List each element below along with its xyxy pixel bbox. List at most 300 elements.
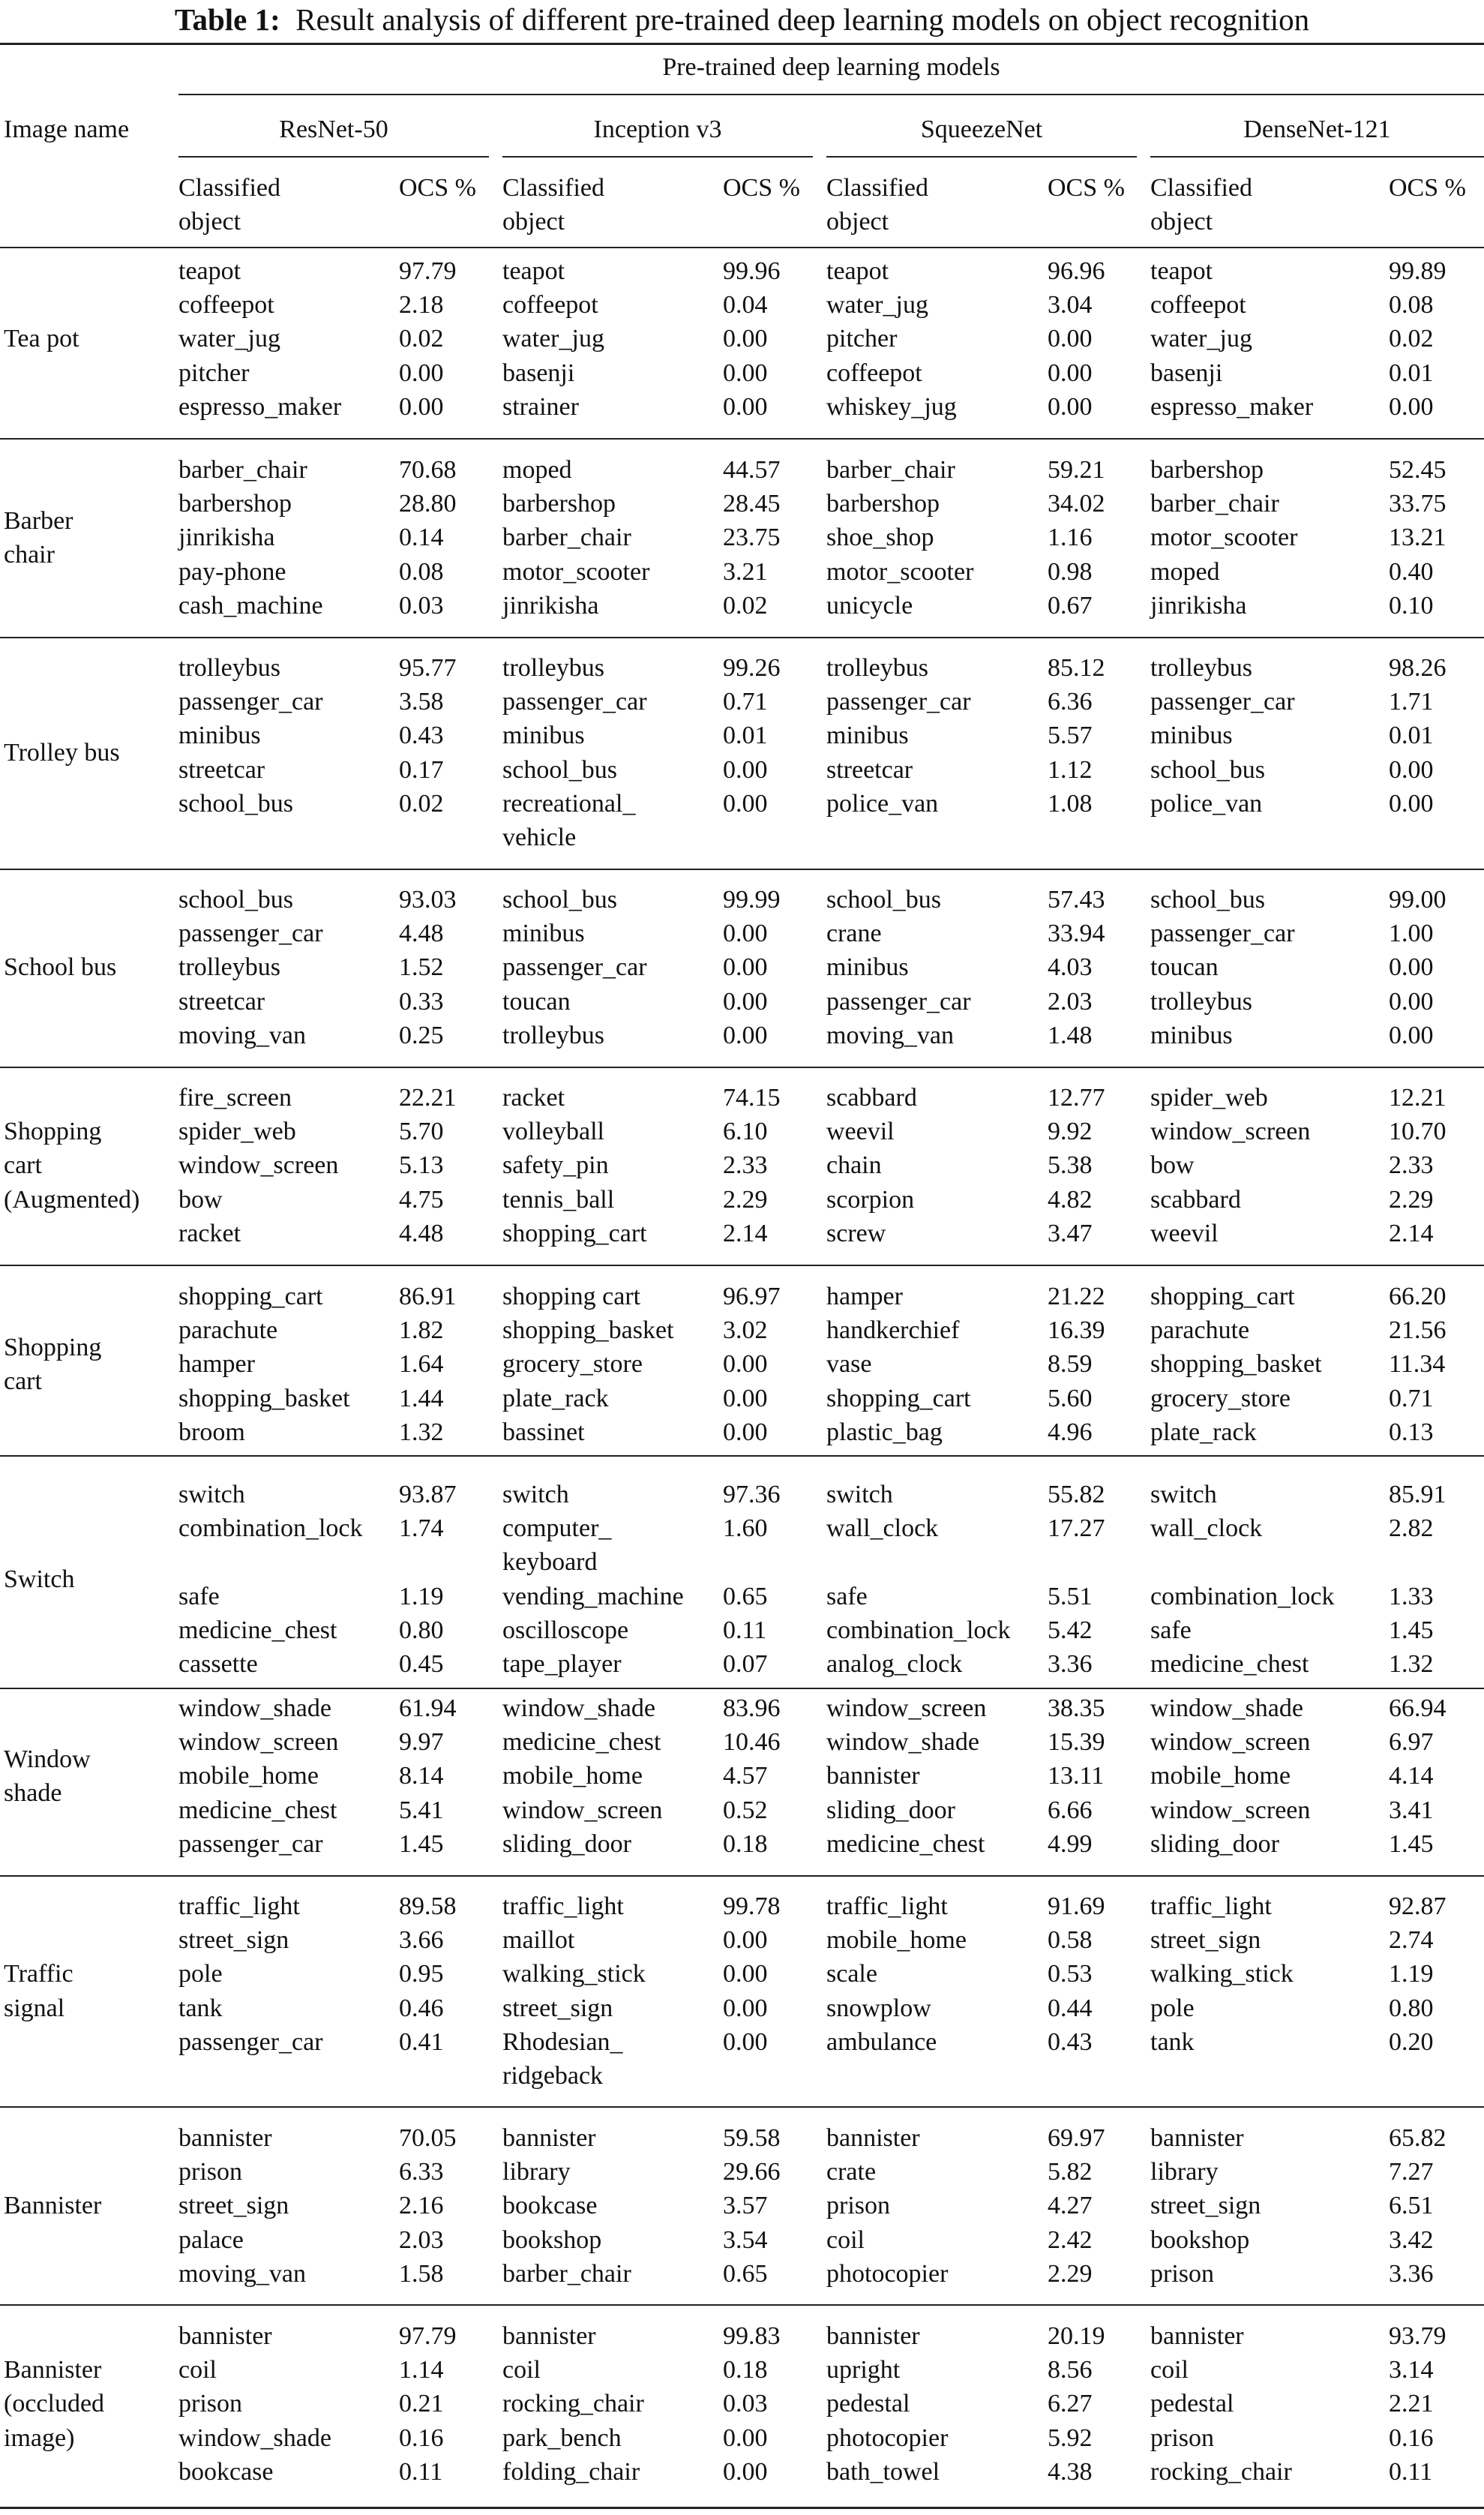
classified-object-cell: street_sign (178, 2192, 289, 2220)
classified-object-cell: shopping_cart (1150, 1283, 1295, 1310)
ocs-value-cell: 85.12 (1048, 654, 1105, 682)
ocs-value-cell: 0.00 (723, 1350, 768, 1379)
classified-object-cell: shopping_basket (1150, 1350, 1322, 1379)
ocs-value-cell: 0.00 (723, 1926, 768, 1955)
classified-object-cell: minibus (826, 953, 909, 982)
classified-object-cell: cassette (178, 1650, 258, 1678)
classified-object-cell: parachute (1150, 1316, 1250, 1345)
ocs-value-cell: 0.11 (1389, 2457, 1433, 2486)
ocs-value-cell: 2.21 (1389, 2390, 1434, 2418)
ocs-value-cell: 0.17 (399, 755, 444, 784)
ocs-value-cell: 4.82 (1048, 1185, 1093, 1214)
group-rule (178, 94, 1484, 95)
ocs-value-cell: 99.00 (1389, 886, 1447, 914)
ocs-value-cell: 2.33 (723, 1151, 768, 1180)
ocs-value-cell: 1.33 (1389, 1582, 1434, 1610)
classified-object-cell: coffeepot (1150, 291, 1246, 320)
classified-object-cell: plate_rack (1150, 1418, 1257, 1446)
classified-object-cell: safe (826, 1582, 868, 1610)
ocs-value-cell: 21.56 (1389, 1316, 1447, 1345)
classified-object-cell: oscilloscope (502, 1616, 629, 1644)
classified-object-cell: combination_lock (1150, 1582, 1335, 1610)
ocs-value-cell: 22.21 (399, 1084, 457, 1112)
classified-object-cell: maillot (502, 1926, 575, 1955)
classified-object-cell: plastic_bag (826, 1418, 943, 1446)
ocs-value-cell: 3.41 (1389, 1796, 1434, 1824)
image-name-cell: (occluded (4, 2390, 105, 2418)
ocs-value-cell: 0.00 (723, 2423, 768, 2452)
ocs-value-cell: 1.19 (399, 1582, 444, 1610)
classified-object-cell: school_bus (502, 755, 617, 784)
group-separator-rule (0, 1455, 1484, 1457)
classified-object-cell: tank (1150, 2027, 1195, 2056)
classified-object-cell: volleyball (502, 1118, 604, 1146)
ocs-value-cell: 5.60 (1048, 1384, 1093, 1412)
classified-object-cell: switch (826, 1481, 893, 1508)
ocs-value-cell: 0.18 (723, 2356, 768, 2384)
classified-object-cell: shopping_cart (826, 1384, 971, 1412)
ocs-value-cell: 5.13 (399, 1151, 444, 1180)
classified-object-cell: passenger_car (1150, 688, 1295, 716)
image-name-cell: Trolley bus (4, 739, 120, 767)
ocs-value-cell: 99.99 (723, 886, 781, 914)
classified-object-cell: prison (1150, 2423, 1214, 2452)
ocs-value-cell: 8.59 (1048, 1350, 1093, 1379)
ocs-value-cell: 93.03 (399, 886, 457, 914)
ocs-value-cell: 1.45 (1389, 1616, 1434, 1644)
classified-object-cell: analog_clock (826, 1650, 963, 1678)
ocs-value-cell: 5.57 (1048, 722, 1093, 750)
ocs-value-cell: 0.41 (399, 2027, 444, 2056)
ocs-value-cell: 0.95 (399, 1960, 444, 1988)
ocs-value-cell: 86.91 (399, 1283, 457, 1310)
classified-object-cell: shopping_basket (178, 1384, 350, 1412)
ocs-value-cell: 66.94 (1389, 1694, 1447, 1722)
ocs-value-cell: 0.16 (399, 2423, 444, 2452)
classified-object-cell: snowplow (826, 1994, 931, 2022)
ocs-value-cell: 1.00 (1389, 920, 1434, 948)
ocs-value-cell: 13.11 (1048, 1762, 1105, 1790)
ocs-value-cell: 0.00 (723, 953, 768, 982)
ocs-value-cell: 0.14 (399, 524, 444, 552)
classified-object-header: object (178, 208, 241, 236)
classified-object-cell: barbershop (826, 490, 940, 518)
ocs-value-cell: 0.00 (399, 392, 444, 421)
ocs-value-cell: 2.29 (723, 1185, 768, 1214)
caption-label: Table 1: (174, 2, 280, 37)
ocs-value-cell: 4.27 (1048, 2192, 1093, 2220)
ocs-value-cell: 99.89 (1389, 257, 1447, 285)
classified-object-header: object (826, 208, 889, 236)
classified-object-cell: barbershop (502, 490, 616, 518)
classified-object-cell: toucan (502, 987, 571, 1016)
ocs-value-cell: 93.79 (1389, 2322, 1447, 2350)
ocs-value-cell: 3.54 (723, 2225, 768, 2254)
classified-object-cell: scabbard (826, 1084, 917, 1112)
classified-object-cell: prison (826, 2192, 890, 2220)
classified-object-cell: bow (1150, 1151, 1195, 1180)
classified-object-cell: combination_lock (826, 1616, 1011, 1644)
classified-object-cell: tape_player (502, 1650, 622, 1678)
ocs-value-cell: 0.00 (723, 1418, 768, 1446)
classified-object-cell: scabbard (1150, 1185, 1241, 1214)
classified-object-cell: moving_van (178, 1021, 306, 1049)
classified-object-cell: pay-phone (178, 557, 286, 586)
classified-object-cell: pole (1150, 1994, 1195, 2022)
classified-object-cell: medicine_chest (178, 1616, 337, 1644)
ocs-value-cell: 97.79 (399, 2322, 457, 2350)
classified-object-cell: espresso_maker (178, 392, 342, 421)
classified-object-cell: bookcase (178, 2457, 274, 2486)
ocs-value-cell: 5.41 (399, 1796, 444, 1824)
classified-object-cell: minibus (178, 722, 261, 750)
classified-object-header: Classified (178, 174, 280, 202)
ocs-value-cell: 9.92 (1048, 1118, 1093, 1146)
classified-object-cell: barbershop (1150, 456, 1264, 484)
image-name-cell: Barber (4, 506, 73, 535)
group-separator-rule (0, 2304, 1484, 2306)
ocs-value-cell: 5.70 (399, 1118, 444, 1146)
ocs-value-cell: 0.00 (723, 920, 768, 948)
group-separator-rule (0, 1067, 1484, 1068)
classified-object-cell: motor_scooter (502, 557, 650, 586)
classified-object-cell: moped (1150, 557, 1220, 586)
image-name-cell: Window (4, 1745, 91, 1773)
classified-object-cell: spider_web (178, 1118, 296, 1146)
classified-object-cell: crate (826, 2158, 877, 2186)
classified-object-cell: barber_chair (1150, 490, 1279, 518)
ocs-value-cell: 4.75 (399, 1185, 444, 1214)
classified-object-cell: weevil (1150, 1219, 1219, 1247)
ocs-value-cell: 33.75 (1389, 490, 1447, 518)
ocs-value-cell: 12.21 (1389, 1084, 1447, 1112)
ocs-value-cell: 91.69 (1048, 1892, 1105, 1920)
classified-object-header: Classified (1150, 174, 1252, 202)
ocs-value-cell: 28.80 (399, 490, 457, 518)
classified-object-cell: scorpion (826, 1185, 915, 1214)
ocs-value-cell: 0.00 (1389, 755, 1434, 784)
classified-object-cell: shopping_cart (502, 1219, 647, 1247)
ocs-value-cell: 0.98 (1048, 557, 1093, 586)
classified-object-cell: photocopier (826, 2423, 949, 2452)
image-name-cell: Bannister (4, 2192, 102, 2220)
ocs-header: OCS % (1048, 174, 1125, 202)
ocs-value-cell: 3.02 (723, 1316, 768, 1345)
ocs-value-cell: 3.36 (1048, 1650, 1093, 1678)
ocs-value-cell: 0.58 (1048, 1926, 1093, 1955)
classified-object-cell: upright (826, 2356, 901, 2384)
classified-object-cell: weevil (826, 1118, 895, 1146)
classified-object-cell: streetcar (178, 987, 265, 1016)
classified-object-cell: folding_chair (502, 2457, 640, 2486)
table-caption (0, 0, 1484, 39)
classified-object-cell: school_bus (826, 886, 941, 914)
image-name-cell: cart (4, 1151, 42, 1180)
model-rule-squeezenet (826, 156, 1137, 158)
classified-object-cell: sliding_door (1150, 1829, 1279, 1858)
group-separator-rule (0, 2106, 1484, 2108)
ocs-value-cell: 2.14 (723, 1219, 768, 1247)
ocs-value-cell: 59.21 (1048, 456, 1105, 484)
classified-object-cell: window_shade (1150, 1694, 1303, 1722)
ocs-value-cell: 2.82 (1389, 1514, 1434, 1543)
classified-object-cell: barber_chair (502, 2259, 631, 2288)
classified-object-cell: fire_screen (178, 1084, 292, 1112)
classified-object-cell: bannister (826, 2124, 920, 2152)
classified-object-cell: barbershop (178, 490, 292, 518)
ocs-value-cell: 1.14 (399, 2356, 444, 2384)
classified-object-cell: chain (826, 1151, 882, 1180)
classified-object-cell: bannister (178, 2322, 272, 2350)
classified-object-cell: teapot (1150, 257, 1213, 285)
ocs-value-cell: 2.03 (399, 2225, 444, 2254)
classified-object-cell: sliding_door (502, 1829, 631, 1858)
classified-object-cell: rocking_chair (1150, 2457, 1292, 2486)
ocs-value-cell: 0.00 (1048, 392, 1093, 421)
ocs-value-cell: 11.34 (1389, 1350, 1446, 1379)
ocs-value-cell: 0.00 (1048, 359, 1093, 387)
image-name-cell: cart (4, 1367, 42, 1395)
classified-object-cell: library (1150, 2158, 1219, 2186)
classified-object-cell: trolleybus (1150, 654, 1252, 682)
ocs-value-cell: 38.35 (1048, 1694, 1105, 1722)
classified-object-cell: combination_lock (178, 1514, 363, 1543)
classified-object-cell: mobile_home (502, 1762, 643, 1790)
classified-object-cell: passenger_car (178, 1829, 323, 1858)
classified-object-cell: barber_chair (826, 456, 955, 484)
group-separator-rule (0, 1688, 1484, 1689)
classified-object-cell: shopping cart (502, 1283, 641, 1310)
classified-object-cell: water_jug (826, 291, 928, 320)
ocs-value-cell: 44.57 (723, 456, 781, 484)
ocs-value-cell: 0.11 (399, 2457, 443, 2486)
classified-object-cell: streetcar (178, 755, 265, 784)
ocs-value-cell: 4.48 (399, 1219, 444, 1247)
classified-object-cell: rocking_chair (502, 2390, 644, 2418)
ocs-value-cell: 0.45 (399, 1650, 444, 1678)
classified-object-cell: tank (178, 1994, 223, 2022)
classified-object-cell: wall_clock (826, 1514, 939, 1543)
ocs-value-cell: 0.04 (723, 291, 768, 320)
ocs-value-cell: 1.58 (399, 2259, 444, 2288)
ocs-value-cell: 5.92 (1048, 2423, 1093, 2452)
classified-object-cell: basenji (1150, 359, 1223, 387)
classified-object-cell: pitcher (178, 359, 250, 387)
classified-object-cell: medicine_chest (1150, 1650, 1309, 1678)
classified-object-cell: coffeepot (826, 359, 922, 387)
ocs-value-cell: 0.16 (1389, 2423, 1434, 2452)
classified-object-cell: water_jug (1150, 325, 1252, 353)
ocs-value-cell: 3.42 (1389, 2225, 1434, 2254)
classified-object-cell: window_shade (502, 1694, 655, 1722)
classified-object-cell: moped (502, 456, 572, 484)
classified-object-cell: minibus (502, 920, 585, 948)
ocs-value-cell: 21.22 (1048, 1283, 1105, 1310)
classified-object-cell: bannister (826, 2322, 920, 2350)
ocs-value-cell: 12.77 (1048, 1084, 1105, 1112)
classified-object-cell: street_sign (178, 1926, 289, 1955)
ocs-value-cell: 1.60 (723, 1514, 768, 1543)
ocs-value-cell: 23.75 (723, 524, 781, 552)
model-header-densenet: DenseNet-121 (1243, 116, 1391, 143)
classified-object-cell: traffic_light (1150, 1892, 1272, 1920)
classified-object-cell: moving_van (178, 2259, 306, 2288)
ocs-value-cell: 5.51 (1048, 1582, 1093, 1610)
classified-object-cell: walking_stick (502, 1960, 646, 1988)
classified-object-cell: water_jug (178, 325, 280, 353)
ocs-value-cell: 6.97 (1389, 1728, 1434, 1757)
ocs-value-cell: 4.96 (1048, 1418, 1093, 1446)
classified-object-cell: jinrikisha (502, 591, 599, 620)
ocs-value-cell: 9.97 (399, 1728, 444, 1757)
ocs-value-cell: 0.71 (1389, 1384, 1434, 1412)
ocs-value-cell: 52.45 (1389, 456, 1447, 484)
ocs-value-cell: 74.15 (723, 1084, 781, 1112)
image-name-cell: (Augmented) (4, 1185, 140, 1214)
group-separator-rule (0, 1875, 1484, 1877)
ocs-value-cell: 8.56 (1048, 2356, 1093, 2384)
ocs-value-cell: 0.08 (1389, 291, 1434, 320)
image-name-cell: Traffic (4, 1960, 73, 1988)
ocs-value-cell: 0.00 (723, 2027, 768, 2056)
image-name-cell: Tea pot (4, 325, 79, 353)
ocs-value-cell: 4.38 (1048, 2457, 1093, 2486)
classified-object-cell: Rhodesian_ ridgeback (502, 2027, 623, 2090)
ocs-value-cell: 0.08 (399, 557, 444, 586)
ocs-value-cell: 2.33 (1389, 1151, 1434, 1180)
ocs-value-cell: 99.26 (723, 654, 781, 682)
classified-object-cell: prison (178, 2390, 242, 2418)
caption-text: Result analysis of different pre-trained deep learning models on object recognition (295, 2, 1310, 37)
classified-object-cell: handkerchief (826, 1316, 960, 1345)
ocs-value-cell: 0.46 (399, 1994, 444, 2022)
image-name-cell: Shopping (4, 1118, 102, 1146)
classified-object-cell: medicine_chest (826, 1829, 985, 1858)
ocs-value-cell: 2.14 (1389, 1219, 1434, 1247)
ocs-value-cell: 8.14 (399, 1762, 444, 1790)
ocs-value-cell: 0.10 (1389, 591, 1434, 620)
classified-object-cell: switch (502, 1481, 569, 1508)
ocs-value-cell: 98.26 (1389, 654, 1447, 682)
ocs-value-cell: 69.97 (1048, 2124, 1105, 2152)
classified-object-cell: window_screen (1150, 1118, 1311, 1146)
ocs-value-cell: 0.67 (1048, 591, 1093, 620)
classified-object-cell: water_jug (502, 325, 604, 353)
model-header-resnet: ResNet-50 (279, 116, 388, 143)
ocs-value-cell: 0.13 (1389, 1418, 1434, 1446)
ocs-value-cell: 99.78 (723, 1892, 781, 1920)
ocs-value-cell: 97.36 (723, 1481, 781, 1508)
classified-object-cell: mobile_home (178, 1762, 319, 1790)
classified-object-cell: vending_machine (502, 1582, 684, 1610)
ocs-value-cell: 3.47 (1048, 1219, 1093, 1247)
classified-object-cell: library (502, 2158, 571, 2186)
ocs-value-cell: 0.02 (399, 325, 444, 353)
ocs-value-cell: 0.80 (399, 1616, 444, 1644)
ocs-value-cell: 1.64 (399, 1350, 444, 1379)
ocs-value-cell: 3.36 (1389, 2259, 1434, 2288)
classified-object-cell: medicine_chest (502, 1728, 661, 1757)
ocs-value-cell: 0.00 (723, 392, 768, 421)
classified-object-cell: moving_van (826, 1021, 954, 1049)
classified-object-cell: switch (178, 1481, 245, 1508)
classified-object-cell: switch (1150, 1481, 1217, 1508)
ocs-value-cell: 0.00 (723, 2457, 768, 2486)
classified-object-cell: passenger_car (178, 2027, 323, 2056)
classified-object-cell: shoe_shop (826, 524, 934, 552)
ocs-value-cell: 0.00 (723, 359, 768, 387)
ocs-value-cell: 1.16 (1048, 524, 1093, 552)
classified-object-cell: minibus (502, 722, 585, 750)
classified-object-cell: shopping_cart (178, 1283, 323, 1310)
classified-object-cell: school_bus (178, 886, 293, 914)
classified-object-cell: coffeepot (178, 291, 274, 320)
ocs-value-cell: 99.83 (723, 2322, 781, 2350)
classified-object-cell: barber_chair (502, 524, 631, 552)
model-header-squeezenet: SqueezeNet (920, 116, 1043, 143)
ocs-value-cell: 2.18 (399, 291, 444, 320)
ocs-value-cell: 0.02 (723, 591, 768, 620)
image-name-cell: chair (4, 541, 55, 569)
ocs-value-cell: 1.32 (1389, 1650, 1434, 1678)
ocs-value-cell: 10.70 (1389, 1118, 1447, 1146)
ocs-value-cell: 61.94 (399, 1694, 457, 1722)
ocs-value-cell: 83.96 (723, 1694, 781, 1722)
ocs-value-cell: 65.82 (1389, 2124, 1447, 2152)
classified-object-cell: pedestal (1150, 2390, 1234, 2418)
classified-object-cell: prison (1150, 2259, 1214, 2288)
ocs-value-cell: 1.08 (1048, 789, 1093, 818)
ocs-value-cell: 4.57 (723, 1762, 768, 1790)
ocs-value-cell: 0.44 (1048, 1994, 1093, 2022)
ocs-value-cell: 0.71 (723, 688, 768, 716)
ocs-value-cell: 4.48 (399, 920, 444, 948)
ocs-value-cell: 0.00 (723, 1960, 768, 1988)
ocs-value-cell: 4.14 (1389, 1762, 1434, 1790)
classified-object-cell: racket (502, 1084, 565, 1112)
model-header-inception: Inception v3 (593, 116, 722, 143)
classified-object-cell: motor_scooter (826, 557, 974, 586)
model-rule-inception (502, 156, 813, 158)
ocs-value-cell: 0.52 (723, 1796, 768, 1824)
classified-object-cell: scale (826, 1960, 877, 1988)
model-rule-densenet (1150, 156, 1484, 158)
classified-object-cell: whiskey_jug (826, 392, 957, 421)
classified-object-cell: pitcher (826, 325, 898, 353)
ocs-value-cell: 0.02 (399, 789, 444, 818)
classified-object-cell: mobile_home (826, 1926, 967, 1955)
classified-object-cell: passenger_car (826, 987, 971, 1016)
ocs-value-cell: 59.58 (723, 2124, 781, 2152)
group-header: Pre-trained deep learning models (662, 53, 1000, 81)
ocs-value-cell: 6.27 (1048, 2390, 1093, 2418)
classified-object-cell: minibus (826, 722, 909, 750)
classified-object-cell: park_bench (502, 2423, 622, 2452)
classified-object-cell: window_shade (826, 1728, 979, 1757)
classified-object-cell: passenger_car (178, 688, 323, 716)
classified-object-cell: coffeepot (502, 291, 598, 320)
ocs-header: OCS % (1389, 174, 1466, 202)
classified-object-cell: crane (826, 920, 882, 948)
ocs-value-cell: 1.74 (399, 1514, 444, 1543)
classified-object-cell: jinrikisha (178, 524, 275, 552)
ocs-value-cell: 85.91 (1389, 1481, 1447, 1508)
classified-object-cell: tennis_ball (502, 1185, 615, 1214)
group-separator-rule (0, 869, 1484, 870)
ocs-value-cell: 1.12 (1048, 755, 1093, 784)
classified-object-cell: window_screen (178, 1728, 339, 1757)
classified-object-cell: passenger_car (1150, 920, 1295, 948)
